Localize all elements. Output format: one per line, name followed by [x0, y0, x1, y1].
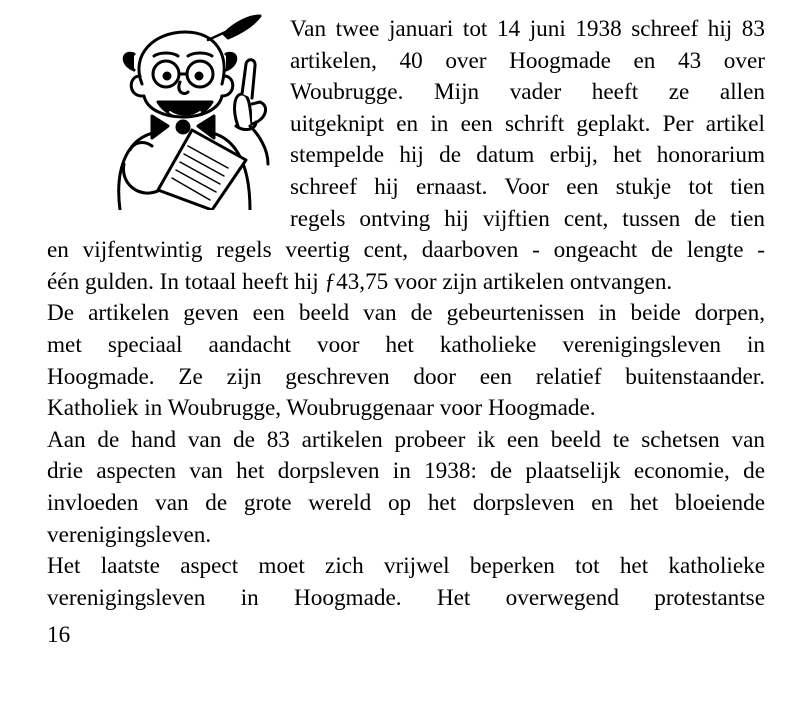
text-line: verenigingsleven.	[47, 521, 212, 548]
text-line: verenigingsleven in Hoogmade. Het overwegend protestantse	[47, 584, 765, 611]
text-line: artikelen, 40 over Hoogmade en 43 over	[290, 47, 765, 74]
text-line: invloeden van de grote wereld op het dorpsleven en het bloeiende	[47, 489, 765, 516]
text-line: één gulden. In totaal heeft hij ƒ43,75 voor zijn artikelen ontvangen.	[47, 268, 673, 295]
text-line: stempelde hij de datum erbij, het honorarium	[290, 142, 765, 169]
text-line: Aan de hand van de 83 artikelen probeer ik een beeld te schetsen van	[47, 426, 765, 453]
page-number: 16	[47, 622, 71, 648]
text-line: De artikelen geven een beeld van de gebeurtenissen in beide dorpen,	[47, 300, 765, 327]
text-line: schreef hij ernaast. Voor een stukje tot tien	[290, 173, 765, 200]
article-body-text	[47, 14, 765, 614]
text-line: en vijfentwintig regels veertig cent, daarboven - ongeacht de lengte -	[47, 237, 765, 264]
text-line: met speciaal aandacht voor het katholieke verenigingsleven in	[47, 331, 765, 358]
text-line: Hoogmade. Ze zijn geschreven door een relatief buitenstaander.	[47, 363, 765, 390]
text-line: Woubrugge. Mijn vader heeft ze allen	[290, 79, 765, 106]
text-line: Van twee januari tot 14 juni 1938 schreef hij 83	[290, 16, 765, 42]
text-line: regels ontving hij vijftien cent, tussen de tien	[290, 205, 765, 232]
text-line: uitgeknipt en in een schrift geplakt. Per artikel	[290, 110, 765, 137]
text-line: drie aspecten van het dorpsleven in 1938: de plaatselijk economie, de	[47, 458, 765, 485]
text-line: Het laatste aspect moet zich vrijwel beperken tot het katholieke	[47, 553, 765, 580]
text-line: Katholiek in Woubrugge, Woubruggenaar voor Hoogmade.	[47, 395, 596, 422]
